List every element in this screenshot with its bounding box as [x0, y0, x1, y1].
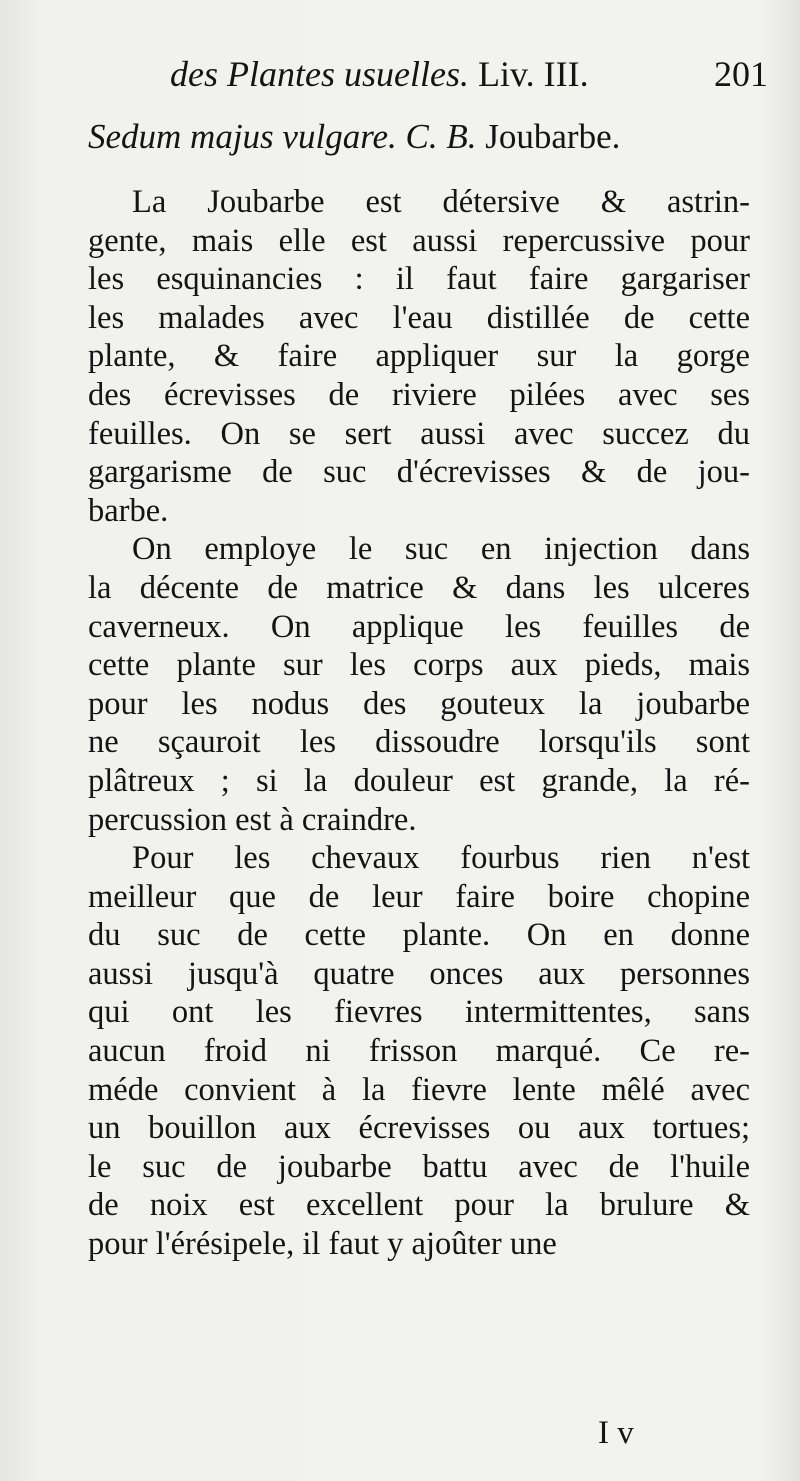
- text-line: percussion est à craindre.: [88, 801, 417, 838]
- text-line: aussi jusqu'à quatre onces aux personnes: [88, 955, 750, 992]
- text-line: pour l'érésipele, il faut y ajoûter une: [88, 1226, 557, 1263]
- text-line: gargarisme de suc d'écrevisses & de jou-: [88, 454, 750, 491]
- text-line: les malades avec l'eau distillée de cette: [88, 299, 750, 336]
- text-line: un bouillon aux écrevisses ou aux tortues;: [88, 1110, 750, 1147]
- text-line: barbe.: [88, 492, 169, 529]
- text-line: plante, & faire appliquer sur la gorge: [88, 338, 750, 375]
- text-line: méde convient à la fievre lente mêlé avec: [88, 1071, 750, 1108]
- text-line: meilleur que de leur faire boire chopine: [88, 878, 750, 915]
- text-line: gente, mais elle est aussi repercussive pour: [88, 222, 750, 259]
- text-line: du suc de cette plante. On en donne: [88, 917, 750, 954]
- text-line: plâtreux ; si la douleur est grande, la ré-: [88, 762, 750, 799]
- text-line: les esquinancies : il faut faire gargariser: [88, 261, 750, 298]
- book-number: Liv. III.: [477, 54, 589, 94]
- paragraph: [88, 839, 750, 1264]
- text-line: caverneux. On applique les feuilles de: [88, 608, 750, 645]
- paragraph: [88, 530, 750, 839]
- text-line: de noix est excellent pour la brulure &: [88, 1187, 750, 1224]
- text-line: La Joubarbe est détersive & astrin-: [132, 184, 750, 220]
- text-line: cette plante sur les corps aux pieds, mais: [88, 647, 750, 684]
- text-line: Pour les chevaux fourbus rien n'est: [132, 840, 750, 877]
- running-title: des Plantes usuelles.: [170, 54, 469, 94]
- text-line: feuilles. On se sert aussi avec succez du: [88, 415, 750, 452]
- body-text: [88, 183, 750, 1264]
- text-line: pour les nodus des gouteux la joubarbe: [88, 685, 750, 722]
- page-number: 201: [714, 54, 768, 94]
- text-line: aucun froid ni frisson marqué. Ce re-: [88, 1033, 750, 1070]
- text-line: ne sçauroit les dissoudre lorsqu'ils sont: [88, 724, 750, 761]
- text-line: des écrevisses de riviere pilées avec ses: [88, 376, 750, 413]
- entry-latin-name: Sedum majus vulgare. C. B.: [88, 117, 477, 156]
- signature-mark: I v: [598, 1415, 634, 1451]
- text-line: On employe le suc en injection dans: [132, 531, 750, 568]
- text-line: le suc de joubarbe battu avec de l'huile: [88, 1148, 750, 1185]
- entry-french-name: Joubarbe.: [485, 117, 621, 156]
- text-line: la décente de matrice & dans les ulceres: [88, 569, 750, 606]
- running-header: [170, 52, 768, 96]
- paragraph: [88, 183, 750, 530]
- text-line: qui ont les fievres intermittentes, sans: [88, 994, 750, 1031]
- entry-title: [88, 115, 768, 159]
